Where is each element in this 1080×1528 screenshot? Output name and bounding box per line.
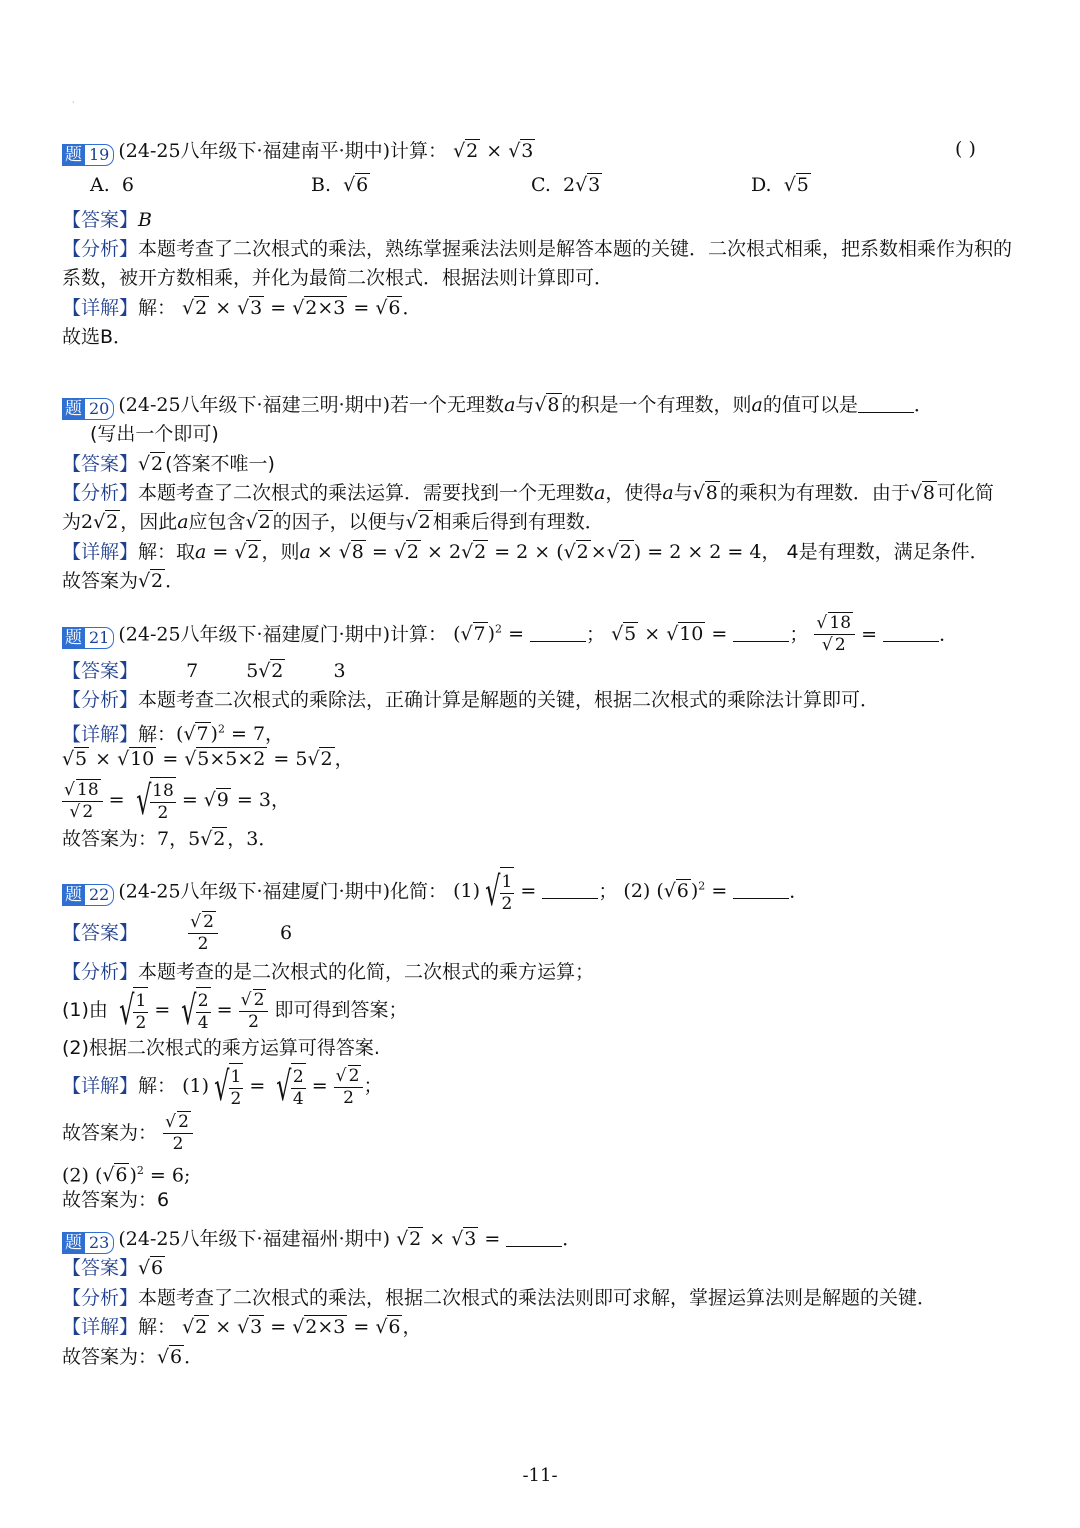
q21-detail-3: √ 18 √ 2 = √ $\frac{18}{2}$ = √ 9 = 3，: [62, 776, 1010, 824]
question-badge: 题 21: [62, 627, 114, 649]
question-badge: 题 22: [62, 884, 114, 906]
q22-detail: 【详解】解： (1) √ $\frac{1}{2}$ = √ $\frac{2}{4}$ = √ $\frac{2}{2}$ ；: [62, 1062, 1010, 1110]
question-badge: 题 23: [62, 1232, 114, 1254]
q22-step1: (1)由 √ $\frac{1}{2}$ = √ $\frac{2}{4}$ = √ $\frac{2}{2}$ 即可得到答案；: [62, 986, 1010, 1034]
q23-answer: 【答案】√ 6: [62, 1255, 1010, 1281]
answer-blank[interactable]: [883, 623, 939, 642]
q20-detail: 【详解】解：取a = √ 2 ，则a × √ 8 = √ 2 × 2√ 2 = 2 × (√ 2 ×√ 2 ) = 2 × 2 = 4， 4是有理数，满足条件．: [62, 539, 1010, 565]
q19-analysis-cont: 系数，被开方数相乘，并化为最简二次根式．根据法则计算即可．: [62, 267, 614, 289]
q19-detail: 【详解】解： √ 2 × √ 3 = √ 2×3 = √ 6 ．: [62, 295, 1010, 321]
question-23-stem: 题 23 (24-25八年级下·福建福州·期中) √ 2 × √ 3 = ．: [62, 1226, 1010, 1254]
q22-conclusion-2: 故答案为：6: [62, 1189, 170, 1211]
answer-blank[interactable]: [530, 623, 586, 642]
page-number: -11-: [522, 1465, 558, 1486]
q20-analysis: 【分析】本题考查了二次根式的乘法运算．需要找到一个无理数a，使得a与√ 8 的乘积为有理数．由于√ 8 可化简: [62, 480, 1010, 506]
scan-dot: ·: [72, 98, 75, 107]
q20-analysis-cont: 为2√ 2 ，因此a应包含√ 2 的因子，以便与√ 2 相乘后得到有理数．: [62, 509, 1010, 535]
option-c: C. 2√ 3: [531, 174, 602, 196]
q20-stem-note: (写出一个即可): [90, 423, 219, 445]
q22-analysis: 【分析】本题考查的是二次根式的化简，二次根式的乘方运算；: [62, 961, 595, 983]
q23-analysis: 【分析】本题考查了二次根式的乘法，根据二次根式的乘法法则即可求解，掌握运算法则是解题的关键．: [62, 1287, 937, 1309]
option-b: B. √ 6: [311, 174, 370, 196]
q23-conclusion: 故答案为：√ 6 ．: [62, 1344, 1010, 1370]
question-badge: 题 20: [62, 398, 114, 420]
question-19-stem: 题 19 (24-25八年级下·福建南平·期中)计算： √ 2 × √ 3: [62, 138, 1010, 166]
answer-blank[interactable]: [733, 623, 789, 642]
question-badge: 题 19: [62, 144, 114, 166]
q22-answer: 【答案】 √ $\frac{2}{2}$ 6: [62, 910, 1010, 956]
option-d: D. √ 5: [751, 174, 811, 196]
q20-answer: 【答案】√ 2 (答案不唯一): [62, 451, 1010, 477]
q21-answer: 【答案】 7 5√ 2 3: [62, 658, 1010, 684]
option-a: A. 6: [90, 174, 134, 196]
q21-analysis: 【分析】本题考查二次根式的乘除法，正确计算是解题的关键，根据二次根式的乘除法计算即可．: [62, 689, 880, 711]
q19-answer: 【答案】B: [62, 209, 152, 231]
answer-paren: ( ): [955, 138, 976, 160]
question-20-stem: 题 20 (24-25八年级下·福建三明·期中)若一个无理数a与√ 8 的积是一个有理数，则a的值可以是 ．: [62, 392, 1010, 420]
question-21-stem: 题 21 (24-25八年级下·福建厦门·期中)计算： (√ 7 )$^2$ = ； √ 5 × √ 10 = ； √ 18 √ 2 = ．: [62, 607, 1010, 653]
answer-blank[interactable]: [506, 1228, 562, 1247]
answer-blank[interactable]: [542, 880, 598, 899]
q22-step2: (2)根据二次根式的乘方运算可得答案.: [62, 1037, 380, 1059]
q21-detail-2: √ 5 × √ 10 = √ 5×5×2 = 5√ 2 ，: [62, 746, 1010, 772]
q22-detail-2: (2) (√ 6 )$^2$ = 6;: [62, 1158, 1010, 1188]
q22-conclusion-1: 故答案为： √ $\frac{2}{2}$: [62, 1110, 1010, 1156]
answer-blank[interactable]: [733, 880, 789, 899]
q20-conclusion: 故答案为√ 2 ．: [62, 568, 1010, 594]
question-22-stem: 题 22 (24-25八年级下·福建厦门·期中)化简： (1) √ $\frac{1}{2}$ = ； (2) (√ 6 )$^2$ = ．: [62, 862, 1010, 912]
q19-analysis: 【分析】本题考查了二次根式的乘法，熟练掌握乘法法则是解答本题的关键．二次根式相乘，把系数相乘作为积的: [62, 238, 1013, 260]
answer-blank[interactable]: [858, 394, 914, 413]
q19-conclusion: 故选B．: [62, 326, 133, 348]
q21-conclusion: 故答案为：7，5√ 2 ，3．: [62, 826, 1010, 852]
q21-detail: 【详解】解：(√ 7 )$^2$ = 7，: [62, 717, 1010, 747]
q23-detail: 【详解】解： √ 2 × √ 3 = √ 2×3 = √ 6 ，: [62, 1314, 1010, 1340]
